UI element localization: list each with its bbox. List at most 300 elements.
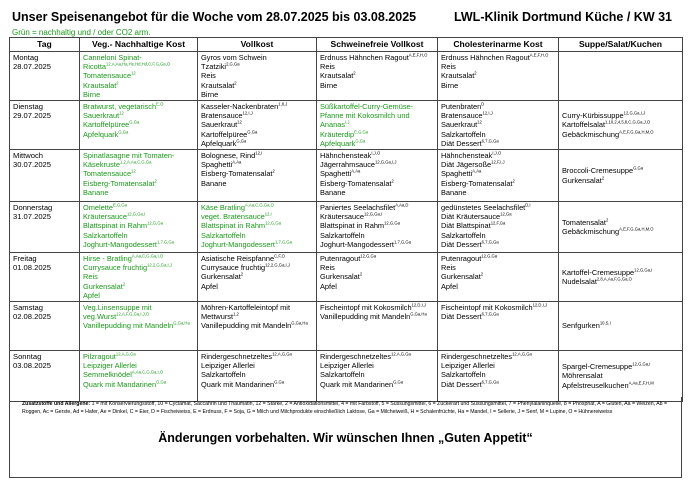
menu-cell-vollkost — [198, 202, 317, 253]
footer-message: Änderungen vorbehalten. Wir wünschen Ihnen „Guten Appetit“ — [158, 431, 533, 445]
dish-name: Krautsalat — [201, 80, 235, 90]
menu-cell-cholesterinarm — [438, 52, 559, 101]
dish-name: Tomatensauce — [83, 71, 132, 81]
day-cell — [10, 351, 80, 402]
dish-name: Birne — [320, 80, 338, 90]
day-row — [10, 253, 683, 302]
dish-name: Käsekruste — [83, 160, 120, 170]
menu-cell-suppe-salat-kuchen — [559, 52, 683, 101]
dish-name: Sauerkraut — [201, 120, 238, 130]
dish-name: Apfelstreuselkuchen — [562, 380, 629, 390]
dish-item — [83, 321, 194, 330]
dish-item — [83, 130, 194, 139]
dish-name: Apfel — [320, 281, 337, 291]
dish-item — [201, 221, 313, 230]
dish-item — [441, 169, 555, 178]
dish-item — [83, 291, 194, 300]
menu-cell-veg — [80, 150, 198, 202]
dish-name: Sauerkraut — [83, 111, 120, 121]
dish-item — [441, 179, 555, 188]
dish-name: Mettwurst — [201, 312, 234, 322]
dish-item — [320, 139, 434, 148]
dish-name: Gurkensalat — [320, 272, 360, 282]
dish-name: Käse Bratling — [201, 203, 245, 213]
dish-item — [83, 263, 194, 272]
allergen-codes: G,Ga — [118, 129, 129, 135]
day-date: 30.07.2025 — [13, 160, 52, 170]
dish-item — [562, 321, 679, 330]
dish-name: Leipziger Allerlei — [320, 361, 374, 371]
dish-name: Diät Jägersoße — [441, 160, 492, 170]
dish-name: Fischeintopf mit Kokosmilch — [441, 303, 533, 313]
day-name: Donnerstag — [13, 203, 53, 213]
allergen-codes: 12,G,Ga — [481, 253, 498, 259]
menu-body — [10, 52, 683, 402]
dish-item — [83, 352, 194, 361]
dish-item — [320, 102, 434, 111]
dish-item — [201, 240, 313, 249]
allergen-codes: A,Aa — [232, 159, 242, 165]
menu-cell-cholesterinarm — [438, 351, 559, 402]
allergen-codes: G,Ga — [393, 379, 404, 385]
menu-cell-cholesterinarm — [438, 101, 559, 150]
day-cell — [10, 101, 80, 150]
day-name: Dienstag — [13, 102, 43, 112]
menu-cell-vollkost — [198, 302, 317, 351]
allergen-codes: 12,G,Ga,I,J — [623, 110, 646, 116]
dish-item — [201, 62, 313, 71]
dish-list — [562, 321, 679, 330]
dish-name: Banane — [441, 187, 467, 197]
dish-name: Pfanne mit Kokosmilch und — [320, 111, 410, 121]
dish-list — [441, 102, 555, 148]
dish-item — [441, 380, 555, 389]
dish-name: Kräutersauce — [83, 212, 127, 222]
dish-name: Birne — [201, 89, 219, 99]
dish-name: Apfel — [83, 290, 100, 300]
dish-item — [83, 254, 194, 263]
dish-name: Asiatische Reispfanne — [201, 254, 275, 264]
dish-item — [441, 203, 555, 212]
dish-item — [320, 254, 434, 263]
dish-item — [83, 240, 194, 249]
dish-name: Erdnuss Hähnchen Ragout — [441, 53, 530, 62]
allergen-codes: 12,A,G,Ga — [391, 351, 411, 357]
dish-list — [320, 352, 434, 389]
day-name: Freitag — [13, 254, 37, 264]
allergen-codes: 2,8,A,Aa,F,G,Ga,O — [596, 276, 632, 282]
dish-name: Bratensauce — [201, 111, 243, 121]
dish-name: Kasseler-Nackenbraten — [201, 102, 279, 112]
menu-cell-schweinefrei — [317, 101, 438, 150]
dish-item — [441, 81, 555, 90]
allergen-codes: D — [481, 101, 485, 107]
menu-cell-veg — [80, 202, 198, 253]
dish-name: Hähnchensteak — [320, 151, 372, 161]
dish-name: Joghurt-Mangodessert — [320, 239, 394, 249]
dish-name: Quark mit Mandarinen — [83, 379, 157, 389]
allergen-codes: 2 — [391, 178, 394, 184]
dish-name: Salzkartoffeln — [320, 230, 365, 240]
allergen-codes: 2 — [116, 80, 119, 86]
dish-name: Salzkartoffeln — [441, 230, 486, 240]
dish-name: Spinatlasagne mit Tomaten- — [83, 151, 175, 161]
dish-list — [83, 352, 194, 389]
dish-name: Erdnuss Hähnchen Ragout — [320, 53, 409, 62]
allergen-codes: 2 — [272, 168, 275, 174]
dish-item — [201, 81, 313, 90]
dish-name: Omelette — [83, 203, 113, 213]
dish-list — [320, 203, 434, 249]
dish-item — [320, 188, 434, 197]
allergen-codes: 2 — [353, 70, 356, 76]
dish-item — [320, 231, 434, 240]
dish-name: Birne — [441, 80, 459, 90]
dish-name: Gurkensalat — [441, 272, 481, 282]
day-date: 29.07.2025 — [13, 111, 52, 121]
dish-item — [201, 179, 313, 188]
menu-cell-vollkost — [198, 253, 317, 302]
dish-item — [562, 371, 679, 380]
dish-name: veget. Bratensauce — [201, 212, 265, 222]
allergen-codes: 12 — [119, 110, 124, 116]
dish-item — [562, 362, 679, 371]
allergen-codes: 12,I — [264, 211, 272, 217]
dish-name: Blattspinat in Rahm — [320, 221, 385, 231]
dish-name: Hähnchensteak — [441, 151, 493, 161]
dish-item — [320, 240, 434, 249]
allergen-codes: G,Ga,Ha — [291, 320, 308, 326]
dish-list — [562, 111, 679, 139]
dish-name: Apfel — [441, 281, 458, 291]
allergen-codes: 12,A,G,Ga — [115, 351, 136, 357]
menu-cell-cholesterinarm — [438, 302, 559, 351]
footer — [9, 397, 682, 478]
dish-name: Salzkartoffeln — [201, 370, 246, 380]
dish-name: Banane — [83, 187, 109, 197]
menu-cell-cholesterinarm — [438, 150, 559, 202]
dish-item — [441, 71, 555, 80]
allergen-codes: 2 — [474, 70, 477, 76]
dish-list — [320, 151, 434, 197]
dish-name: Krautsalat — [83, 80, 117, 90]
allergen-codes: A,Aa,C,G,Ga,I,O — [131, 253, 164, 259]
day-cell — [10, 52, 80, 101]
allergen-codes: 2 — [154, 178, 157, 184]
dish-name: Salzkartoffeln — [320, 370, 365, 380]
dish-name: gedünstetes Seelachsfilet — [441, 203, 526, 213]
dish-item — [201, 254, 313, 263]
dish-name: Rindergeschnetzeltes — [441, 352, 513, 362]
dish-name: Banane — [201, 178, 227, 188]
day-date: 02.08.2025 — [13, 312, 52, 322]
allergen-codes: 1,7,G,Ga — [393, 239, 411, 245]
dish-item — [83, 90, 194, 99]
menu-cell-veg — [80, 101, 198, 150]
allergen-codes: 12,A,G,Ga — [512, 351, 532, 357]
dish-item — [201, 71, 313, 80]
dish-name: Reis — [441, 62, 456, 72]
dish-name: Kartoffel-Cremesuppe — [562, 267, 635, 277]
allergen-codes: D,I — [525, 202, 531, 208]
dish-name: Salzkartoffeln — [83, 230, 128, 240]
dish-name: Gyros vom Schwein — [201, 53, 267, 62]
dish-name: Nudelsalat — [562, 277, 597, 287]
dish-item — [320, 169, 434, 178]
dish-list — [562, 268, 679, 286]
allergen-codes: A,Aa — [351, 168, 361, 174]
dish-name: Eisberg-Tomatensalat — [201, 169, 273, 179]
dish-item — [320, 352, 434, 361]
dish-item — [83, 71, 194, 80]
allergen-codes: E,O — [156, 101, 164, 107]
dish-list — [441, 151, 555, 197]
allergen-codes: 1,2,A,Aa,C,G,Ga — [119, 159, 152, 165]
allergen-codes: A,E,F,G,Ga,H,M,O — [619, 226, 654, 232]
dish-item — [562, 227, 679, 236]
menu-cell-schweinefrei — [317, 351, 438, 402]
day-date: 31.07.2025 — [13, 212, 52, 222]
dish-item — [201, 370, 313, 379]
menu-cell-veg — [80, 302, 198, 351]
menu-cell-suppe-salat-kuchen — [559, 150, 683, 202]
dish-name: Banane — [320, 187, 346, 197]
menu-table — [9, 37, 683, 402]
dish-list — [83, 254, 194, 300]
allergen-codes: 12,G,Ga — [147, 220, 163, 226]
day-date: 28.07.2025 — [13, 62, 52, 72]
dish-name: Quark mit Mandarinen — [320, 379, 394, 389]
allergen-codes: 12,A,Aa,Ha,He,Hd,Hd,C,F,G,Ga,O — [106, 61, 171, 67]
dish-list — [201, 254, 313, 291]
dish-item — [201, 130, 313, 139]
dish-name: Diät Dessert — [441, 312, 482, 322]
allergen-codes: A,Aa,D — [395, 202, 409, 208]
clinic-title: LWL-Klinik Dortmund Küche / KW 31 — [453, 10, 672, 24]
dish-name: Putenbraten — [441, 102, 482, 112]
allergen-codes: G,Ga — [129, 119, 140, 125]
dish-item — [441, 120, 555, 129]
dish-name: Kräuterdip — [320, 129, 355, 139]
menu-cell-cholesterinarm — [438, 202, 559, 253]
dish-name: Tomatensalat — [562, 217, 606, 227]
dish-item — [562, 381, 679, 390]
dish-name: Diät Kräutersauce — [441, 212, 501, 222]
dish-list — [83, 102, 194, 139]
dish-name: Quark mit Mandarinen — [201, 379, 275, 389]
menu-cell-vollkost — [198, 150, 317, 202]
dish-name: Gebäckmischung — [562, 129, 620, 139]
dish-item — [320, 81, 434, 90]
allergen-codes: 6,7,G,Ga — [481, 138, 499, 144]
allergen-codes: 2,G,Ga — [226, 61, 240, 67]
dish-name: Eisberg-Tomatensalat — [320, 178, 392, 188]
menu-cell-schweinefrei — [317, 150, 438, 202]
allergen-codes: 12,Ga — [500, 211, 512, 217]
dish-name: Apfel — [201, 281, 218, 291]
menu-cell-vollkost — [198, 101, 317, 150]
dish-name: Sauerkraut — [441, 120, 478, 130]
dish-name: Kartoffelpüree — [83, 120, 130, 130]
allergen-codes: 2 — [359, 271, 363, 277]
dish-name: Apfelquark — [201, 138, 237, 148]
dish-item — [201, 321, 313, 330]
header-row — [10, 38, 683, 52]
day-name: Samstag — [13, 303, 43, 313]
allergen-codes: E,G,Ga — [354, 129, 369, 135]
dish-name: Gurkensalat — [83, 281, 123, 291]
column-header-cholesterinarm: Cholesterinarme Kost — [438, 38, 559, 52]
allergen-codes: I,J,O — [371, 150, 381, 156]
dish-item — [201, 272, 313, 281]
allergen-codes: 1,8,J — [278, 101, 288, 107]
dish-name: Salzkartoffeln — [201, 230, 246, 240]
day-name: Montag — [13, 53, 39, 62]
allergen-codes: 12,F,Ga — [490, 220, 506, 226]
dish-name: Spaghetti — [320, 169, 352, 179]
allergen-codes: 1,2 — [233, 311, 239, 317]
dish-item — [441, 240, 555, 249]
menu-cell-suppe-salat-kuchen — [559, 101, 683, 150]
allergen-codes: 12,D,I,J — [532, 302, 548, 308]
day-row — [10, 52, 683, 101]
dish-item — [83, 231, 194, 240]
allergen-codes: 12,D,I,J — [411, 302, 427, 308]
dish-name: Gurkensalat — [201, 272, 241, 282]
dish-item — [201, 102, 313, 111]
dish-name: Bratensauce — [441, 111, 483, 121]
dish-name: Kartoffelsalat — [562, 120, 606, 130]
dish-name: Blattspinat in Rahm — [83, 221, 148, 231]
dish-item — [320, 312, 434, 321]
dish-item — [83, 169, 194, 178]
dish-name: Eisberg-Tomatensalat — [441, 178, 513, 188]
dish-name: Putenragout — [441, 254, 482, 264]
dish-list — [320, 53, 434, 90]
allergen-codes: A,Aa,E,F,H,M — [628, 380, 654, 386]
dish-name: Fischeintopf mit Kokosmilch — [320, 303, 412, 313]
allergen-codes: 12,I,J — [482, 110, 493, 116]
dish-item — [320, 120, 434, 129]
dish-item — [320, 370, 434, 379]
dish-item — [201, 151, 313, 160]
allergen-codes: 12,G,Ga — [360, 253, 377, 259]
allergen-codes: 1,7,G,Ga — [156, 239, 174, 245]
allergen-codes: 12 — [131, 70, 136, 76]
dish-list — [83, 53, 194, 99]
dish-item — [83, 272, 194, 281]
dish-name: Leipziger Allerlei — [441, 361, 495, 371]
dish-list — [201, 352, 313, 389]
dish-item — [201, 53, 313, 62]
dish-name: Ricotta — [83, 62, 107, 72]
day-cell — [10, 202, 80, 253]
dish-item — [320, 272, 434, 281]
allergen-codes: 12,A,G,Ga — [272, 351, 292, 357]
dish-list — [201, 102, 313, 148]
day-row — [10, 150, 683, 202]
dish-name: Blattspinat in Rahm — [201, 221, 266, 231]
menu-cell-suppe-salat-kuchen — [559, 302, 683, 351]
allergen-codes: C,F,O — [274, 253, 285, 259]
dish-list — [201, 151, 313, 188]
allergen-codes: 10,S,I — [599, 320, 611, 326]
day-row — [10, 302, 683, 351]
day-cell — [10, 302, 80, 351]
dish-item — [441, 282, 555, 291]
allergen-codes: 12 — [237, 119, 242, 125]
allergen-codes: 12,G,Ga,I,J — [375, 159, 397, 165]
allergen-codes: 12 — [131, 168, 136, 174]
dish-item — [320, 221, 434, 230]
allergen-codes: G,Ga — [156, 379, 167, 385]
allergen-codes: A,E,F,G,Ga,H,M,O — [619, 129, 654, 135]
dish-name: Gebäckmischung — [562, 227, 620, 237]
dish-item — [83, 102, 194, 111]
allergen-codes: 12,G,Ga — [265, 220, 281, 226]
allergen-notes — [22, 401, 675, 416]
allergen-codes: 12,G,Ga,I — [632, 361, 651, 367]
dish-name: Leipziger Allerlei — [201, 361, 255, 371]
allergen-codes: 2 — [480, 271, 484, 277]
dish-list — [441, 203, 555, 249]
column-header-vollkost: Vollkost — [198, 38, 317, 52]
allergen-codes: G,Ga — [247, 129, 258, 135]
allergen-notes-title: Zusatzstoffe und Allergene: — [22, 401, 91, 407]
dish-name: Eisberg-Tomatensalat — [83, 178, 155, 188]
menu-cell-cholesterinarm — [438, 253, 559, 302]
legend-note: Grün = nachhaltig und / oder CO2 arm. — [12, 28, 151, 37]
allergen-codes: A,E,F,H,O — [529, 52, 549, 58]
allergen-codes: 12,I,J — [242, 110, 253, 116]
dish-list — [441, 53, 555, 90]
dish-name: Joghurt-Mangodessert — [201, 239, 275, 249]
dish-name: Salzkartoffeln — [441, 129, 486, 139]
allergen-codes: 1,10,2,4,5,8,C,G,Ga,J,O — [605, 119, 651, 125]
dish-name: Kartoffelpüree — [201, 129, 248, 139]
dish-name: Tomatensauce — [83, 169, 132, 179]
column-header-schweinefrei: Schweinefreie Vollkost — [317, 38, 438, 52]
allergen-codes: 6,7,G,Ga — [481, 379, 499, 385]
allergen-codes: 6,7,G,Ga — [481, 239, 499, 245]
dish-name: Leipziger Allerlei — [83, 361, 137, 371]
dish-name: Süßkartoffel-Curry-Gemüse- — [320, 102, 414, 112]
dish-name: Vanillepudding mit Mandeln — [83, 321, 174, 331]
allergen-codes: 2 — [122, 281, 126, 287]
dish-name: Spargel-Cremesuppe — [562, 362, 633, 372]
dish-name: Reis — [83, 272, 98, 282]
dish-name: Jägerrahmsauce — [320, 160, 376, 170]
allergen-codes: G,Ga,Ha — [410, 311, 427, 317]
dish-name: Bratwurst, vegetarisch — [83, 102, 157, 112]
dish-name: Reis — [320, 263, 335, 273]
column-header-veg: Veg.- Nachhaltige Kost — [80, 38, 198, 52]
column-header-tag: Tag — [10, 38, 80, 52]
dish-item — [320, 361, 434, 370]
dish-name: Bolognese, Rind — [201, 151, 256, 161]
dish-item — [441, 139, 555, 148]
dish-item — [320, 380, 434, 389]
allergen-codes: A,E,F,H,O — [408, 52, 428, 58]
menu-cell-veg — [80, 52, 198, 101]
allergen-codes: G,Ga — [355, 138, 366, 144]
dish-item — [83, 120, 194, 129]
dish-list — [320, 303, 434, 321]
dish-name: Diät Blattspinat — [441, 221, 491, 231]
allergen-codes: 2 — [234, 80, 237, 86]
dish-name: Birne — [83, 89, 101, 99]
dish-name: Pilzragout — [83, 352, 116, 362]
